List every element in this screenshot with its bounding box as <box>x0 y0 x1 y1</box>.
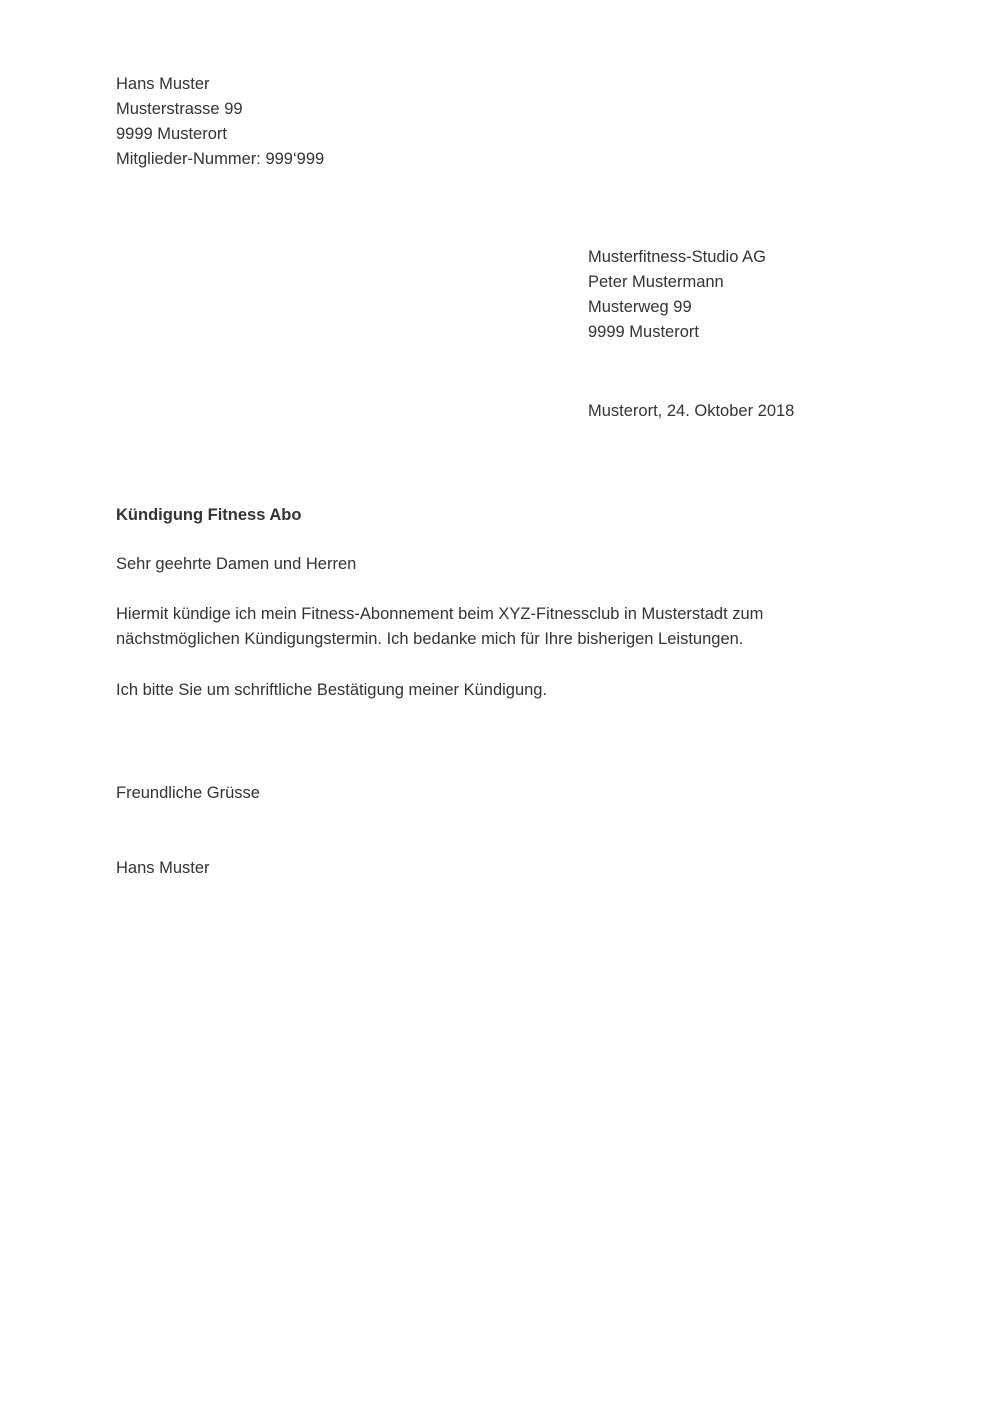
recipient-contact-name: Peter Mustermann <box>588 273 724 291</box>
recipient-address-block <box>588 245 766 345</box>
recipient-company: Musterfitness-Studio AG <box>588 248 766 266</box>
sender-address-block <box>116 72 324 172</box>
sender-name: Hans Muster <box>116 75 210 93</box>
sender-member-number: Mitglieder-Nummer: 999‘999 <box>116 150 325 168</box>
sender-city: 9999 Musterort <box>116 125 227 143</box>
sender-street: Musterstrasse 99 <box>116 100 243 118</box>
date-line: Musterort, 24. Oktober 2018 <box>588 402 795 420</box>
recipient-city: 9999 Musterort <box>588 323 699 341</box>
body-paragraph-1: Hiermit kündige ich mein Fitness-Abonnement beim XYZ-Fitnessclub in Musterstadt zum nächstmöglichen Kündigungstermin. Ich bedanke mich für Ihre bisherigen Leistungen. <box>116 605 764 648</box>
recipient-street: Musterweg 99 <box>588 298 692 316</box>
salutation-line: Sehr geehrte Damen und Herren <box>116 555 357 573</box>
closing-line: Freundliche Grüsse <box>116 784 260 802</box>
signature-name: Hans Muster <box>116 859 210 877</box>
subject-line: Kündigung Fitness Abo <box>116 506 302 524</box>
body-paragraph-2: Ich bitte Sie um schriftliche Bestätigung meiner Kündigung. <box>116 681 548 699</box>
